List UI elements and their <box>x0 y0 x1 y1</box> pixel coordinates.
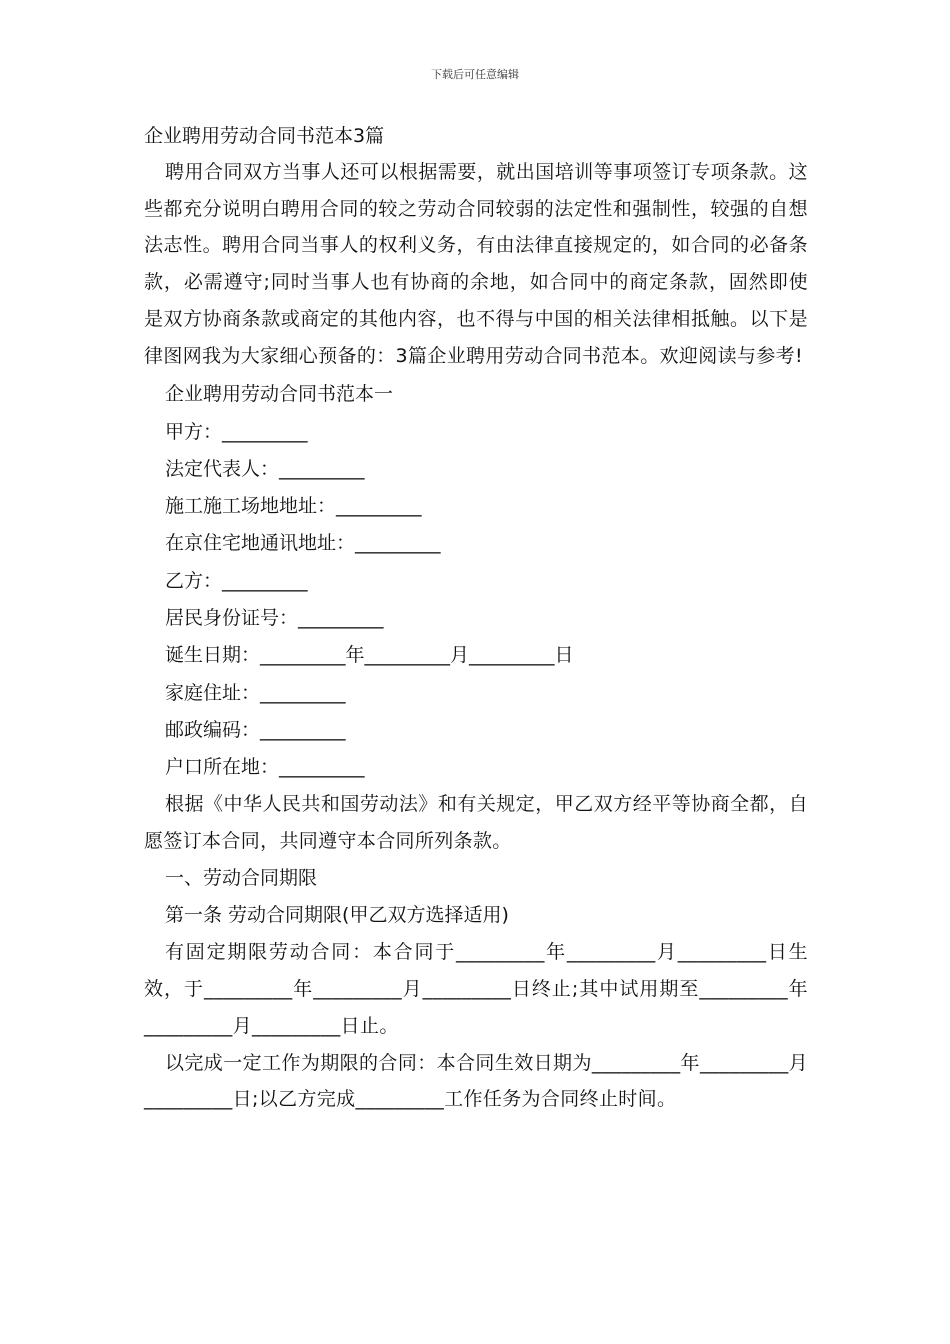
home-address-field: 家庭住址：_________ <box>165 681 346 704</box>
document-title: 企业聘用劳动合同书范本3篇 <box>144 125 385 147</box>
id-number-field: 居民身份证号：_________ <box>165 607 384 629</box>
hukou-field: 户口所在地：_________ <box>165 756 365 779</box>
legal-representative-field: 法定代表人：_________ <box>165 457 365 480</box>
fixed-term-paragraph: 有固定期限劳动合同：本合同于_________年_________月_________日生效，于_________年_________月_________日终止;其中试用期至_________年_________月_________日止。 <box>144 941 808 1037</box>
party-a-field: 甲方：_________ <box>165 420 308 443</box>
party-b-field: 乙方：_________ <box>165 569 308 592</box>
contact-address-field: 在京住宅地通讯地址：_________ <box>165 532 441 555</box>
section-title: 企业聘用劳动合同书范本一 <box>165 383 394 406</box>
page-header-note: 下载后可任意编辑 <box>431 68 519 81</box>
article-heading: 第一条 劳动合同期限(甲乙双方选择适用) <box>165 904 509 927</box>
task-term-paragraph: 以完成一定工作为期限的合同：本合同生效日期为_________年_________月_________日;以乙方完成_________工作任务为合同终止时间。 <box>144 1051 808 1111</box>
chapter-heading: 一、劳动合同期限 <box>165 866 318 889</box>
intro-paragraph: 聘用合同双方当事人还可以根据需要，就出国培训等事项签订专项条款。这些都充分说明白聘用合同的较之劳动合同较弱的法定性和强制性，较强的自想法志性。聘用合同当事人的权利义务，有由法律直接规定的，如合同的必备条款，必需遵守;同时当事人也有协商的余地，如合同中的商定条款，固然即使是双方协商条款或商定的其他内容，也不得与中国的相关法律相抵触。以下是律图网我为大家细心预备的：3篇企业聘用劳动合同书范本。欢迎阅读与参考! <box>144 161 808 367</box>
basis-paragraph: 根据《中华人民共和国劳动法》和有关规定，甲乙双方经平等协商全都，自愿签订本合同，共同遵守本合同所列条款。 <box>144 793 808 853</box>
document-body <box>144 118 808 1118</box>
site-address-field: 施工施工场地地址：_________ <box>165 495 422 518</box>
postcode-field: 邮政编码：_________ <box>165 718 346 741</box>
birth-date-field: 诞生日期：_________年_________月_________日 <box>165 644 574 667</box>
